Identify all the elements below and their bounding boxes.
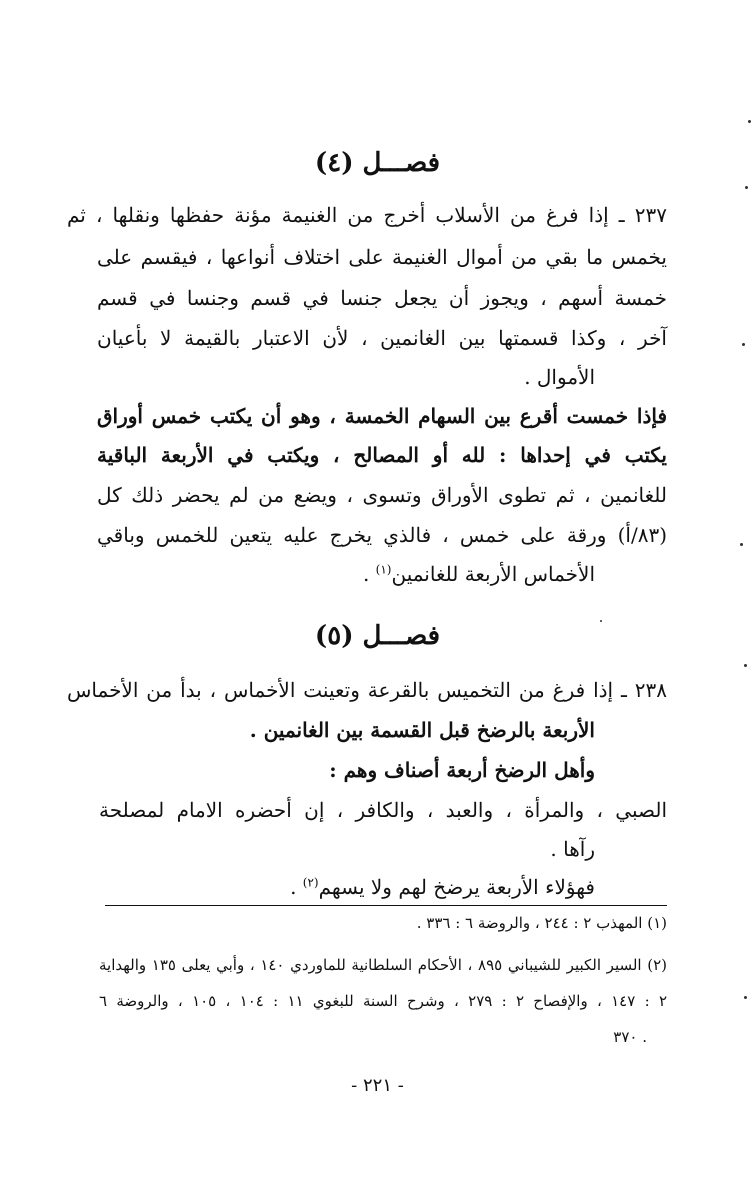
radkh-categories-line-1: الصبي ، والمرأة ، والعبد ، والكافر ، إن أحضره الامام لمصلحة — [99, 798, 667, 822]
lottery-paragraph-line-2: يكتب في إحداها : لله أو المصالح ، ويكتب في الأربعة الباقية — [97, 443, 667, 467]
footnote-2-line-1: (٢) السير الكبير للشيباني ٨٩٥ ، الأحكام السلطانية للماوردي ١٤٠ ، وأبي يعلى ١٣٥ والهداية — [99, 956, 667, 974]
scan-speck — [744, 664, 747, 667]
scan-speck — [740, 543, 743, 546]
footnote-ref-2[interactable]: (٢) — [302, 875, 319, 890]
scan-speck — [742, 343, 745, 346]
footnote-1: (١) المهذب ٢ : ٢٤٤ ، والروضة ٦ : ٣٣٦ . — [416, 914, 667, 932]
section-heading-4: فصـــل (٤) — [314, 148, 441, 178]
paragraph-237-line-4: آخر ، وكذا قسمتها بين الغانمين ، لأن الاعتبار بالقيمة لا بأعيان — [97, 326, 667, 350]
scan-speck — [748, 120, 751, 123]
period: . — [290, 875, 297, 899]
section-heading-5: فصـــل (٥) — [314, 621, 441, 651]
lottery-paragraph-text: الأخماس الأربعة للغانمين — [391, 562, 595, 586]
paragraph-238-line-1: ٢٣٨ ـ إذا فرغ من التخميس بالقرعة وتعينت الأخماس ، بدأ من الأخماس — [67, 678, 667, 702]
footnote-separator — [105, 905, 667, 906]
footnote-2-line-2: ٢ : ١٤٧ ، والإفصاح ٢ : ٢٧٩ ، وشرح السنة للبغوي ١١ : ١٠٤ ، ١٠٥ ، والروضة ٦ — [99, 992, 667, 1010]
period: . — [362, 562, 370, 586]
scan-speck — [744, 996, 747, 999]
scan-speck — [745, 186, 748, 189]
paragraph-238-line-2: الأربعة بالرضخ قبل القسمة بين الغانمين . — [249, 718, 595, 742]
lottery-paragraph-line-5 — [363, 560, 595, 588]
radkh-conclusion — [290, 873, 595, 901]
lottery-paragraph-line-3: للغانمين ، ثم تطوى الأوراق وتسوى ، ويضع من لم يحضر ذلك كل — [97, 483, 667, 507]
lottery-paragraph-line-4: (٨٣/أ) ورقة على خمس ، فالذي يخرج عليه يتعين للخمس وباقي — [97, 523, 667, 547]
radkh-conclusion-text: فهؤلاء الأربعة يرضخ لهم ولا يسهم — [318, 875, 595, 899]
lottery-paragraph-line-1: فإذا خمست أقرع بين السهام الخمسة ، وهو أن يكتب خمس أوراق — [97, 404, 667, 428]
paragraph-237-line-5: الأموال . — [524, 365, 595, 389]
footnote-2-line-3: . ٣٧٠ — [613, 1028, 647, 1046]
footnote-ref-1[interactable]: (١) — [375, 562, 392, 577]
paragraph-237-line-3: خمسة أسهم ، ويجوز أن يجعل جنسا في قسم وجنسا في قسم — [97, 286, 667, 310]
paragraph-237-line-1: ٢٣٧ ـ إذا فرغ من الأسلاب أخرج من الغنيمة مؤنة حفظها ونقلها ، ثم — [67, 203, 667, 227]
scan-speck — [600, 620, 602, 622]
radkh-categories-intro: وأهل الرضخ أربعة أصناف وهم : — [329, 758, 595, 782]
page-number: - ٢٢١ - — [351, 1075, 404, 1096]
radkh-categories-line-2: رآها . — [550, 837, 595, 861]
paragraph-237-line-2: يخمس ما بقي من أموال الغنيمة على اختلاف أنواعها ، فيقسم على — [97, 245, 667, 269]
